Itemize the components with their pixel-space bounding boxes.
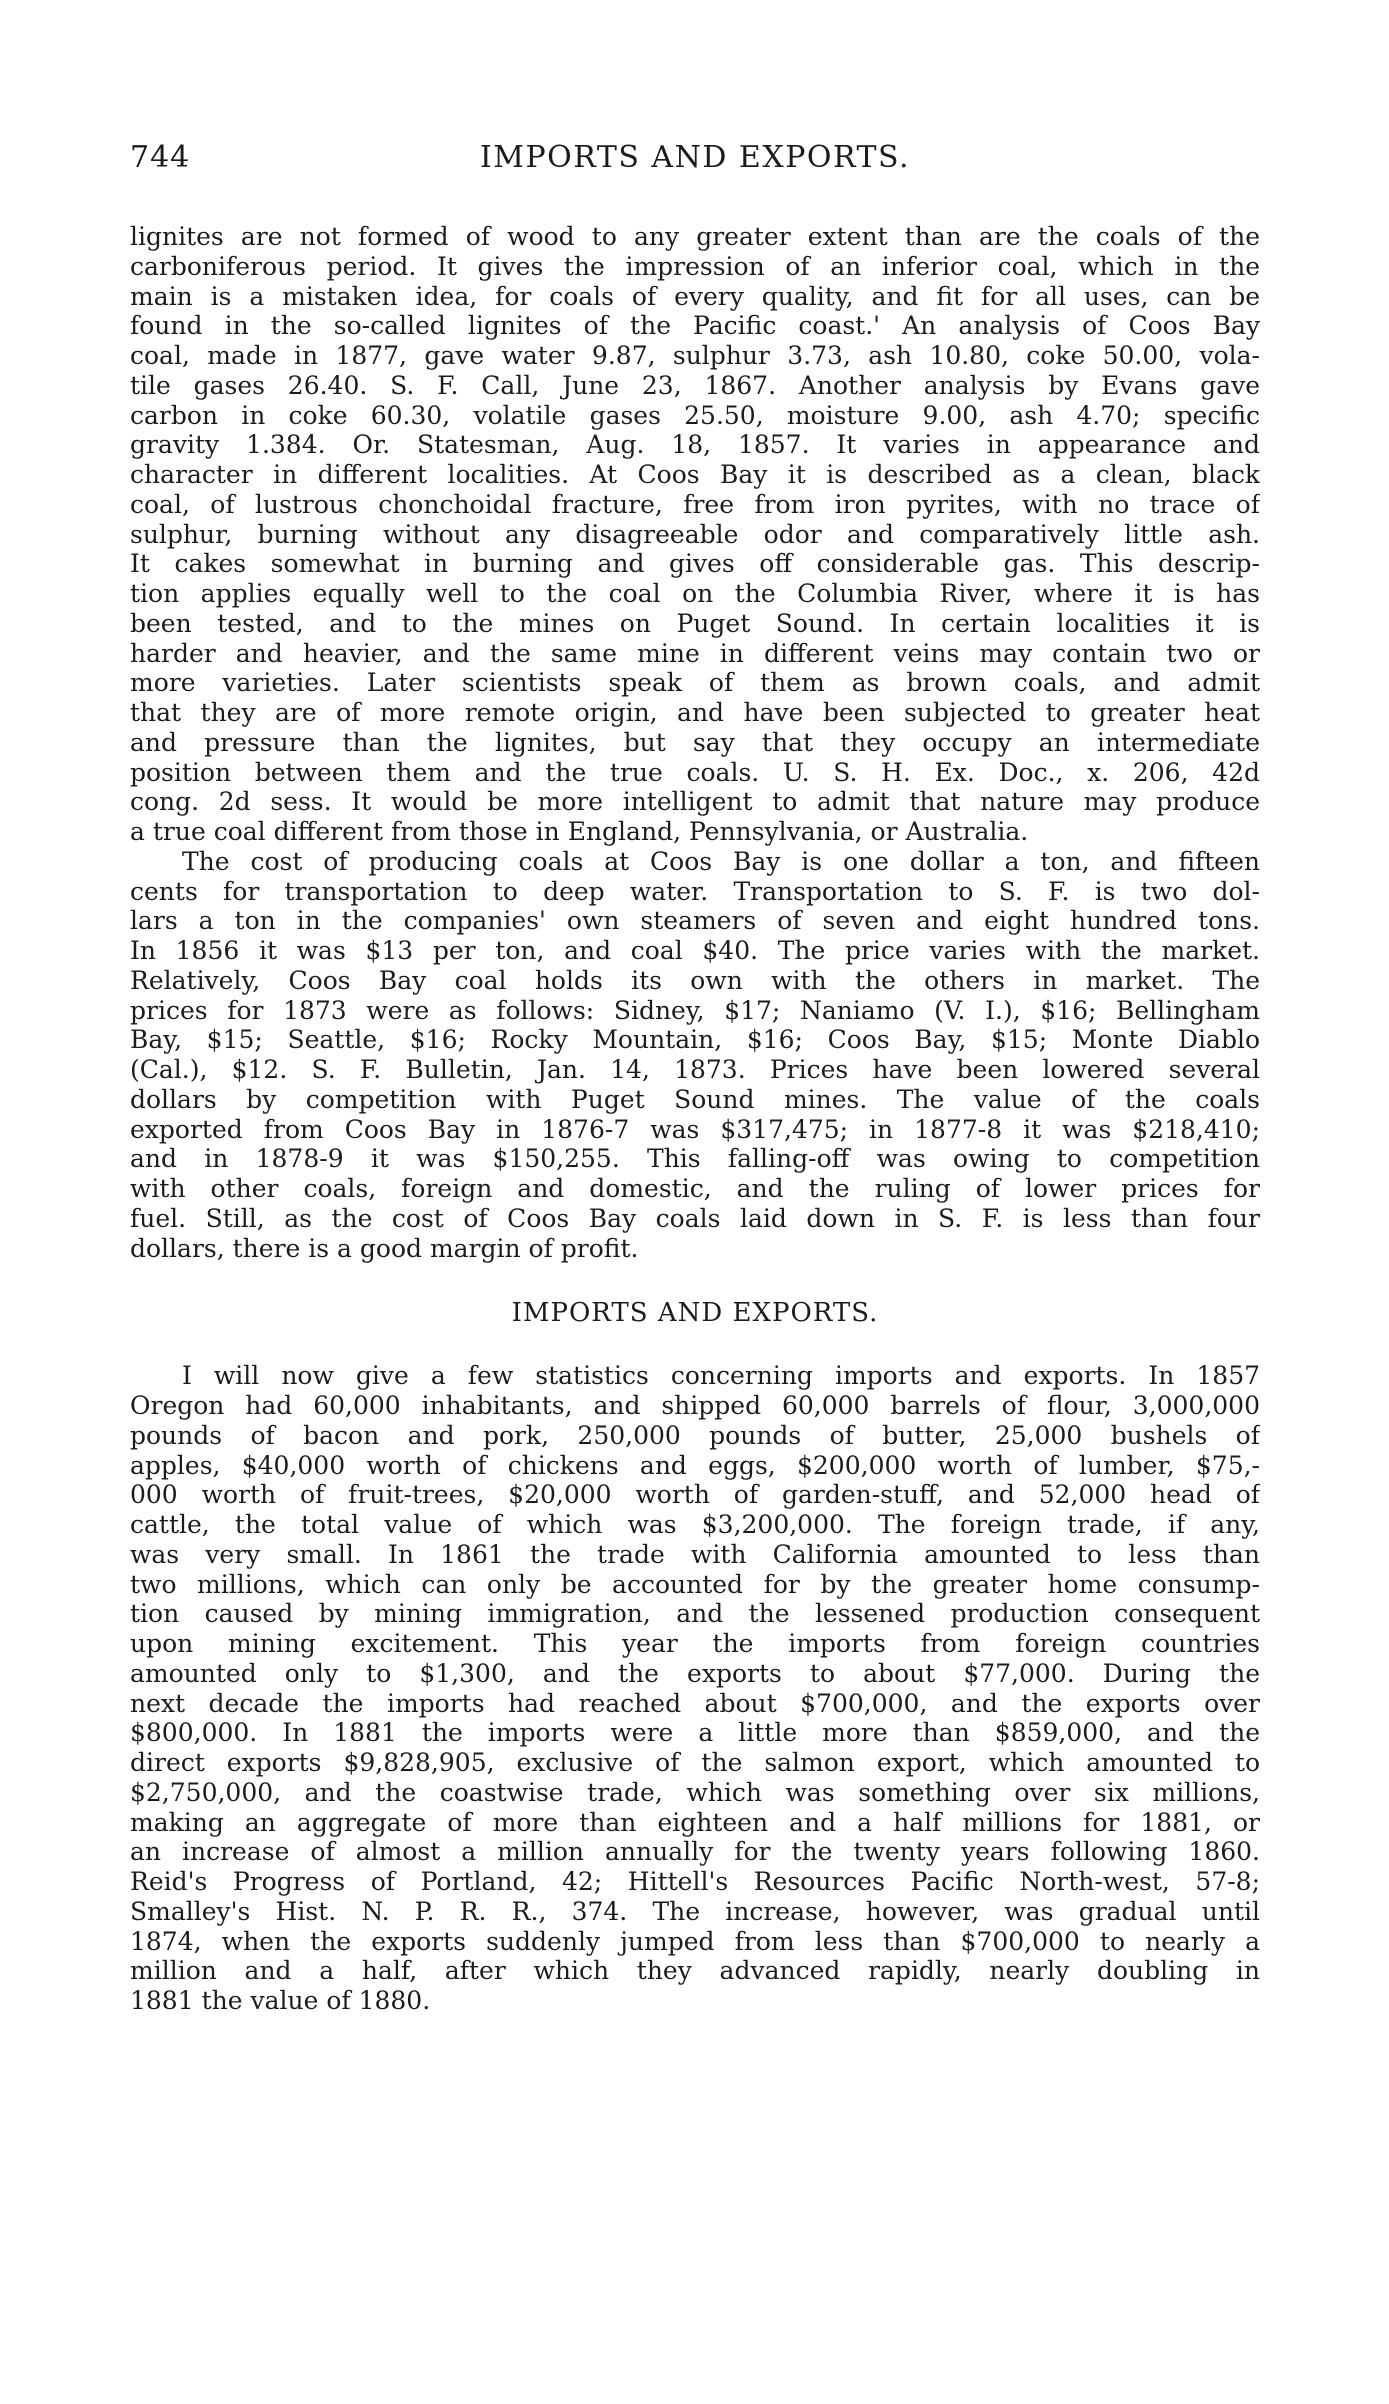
text-line: carboniferous period. It gives the impression of an inferior coal, which in the [130,251,1260,281]
text-line: and in 1878-9 it was $150,255. This falling-off was owing to competition [130,1144,1260,1174]
text-line: cents for transportation to deep water. Transportation to S. F. is two dol- [130,876,1260,906]
text-line: In 1856 it was $13 per ton, and coal $40. The price varies with the market. [130,936,1260,965]
text-line: Relatively, Coos Bay coal holds its own with the others in market. The [130,965,1260,995]
body-text [130,222,1260,2016]
text-line: coal, made in 1877, gave water 9.87, sulphur 3.73, ash 10.80, coke 50.00, vola- [130,341,1260,370]
text-line: lars a ton in the companies' own steamers of seven and eight hundred tons. [130,906,1260,936]
page-number: 744 [130,140,191,175]
text-line: a true coal different from those in England, Pennsylvania, or Australia. [130,817,1029,846]
text-line: main is a mistaken idea, for coals of every quality, and fit for all uses, can be [130,281,1260,311]
text-line: direct exports $9,828,905, exclusive of the salmon export, which amounted to [130,1748,1260,1777]
text-line: next decade the imports had reached about $700,000, and the exports over [130,1688,1260,1718]
text-line: The cost of producing coals at Coos Bay is one dollar a ton, and fifteen [182,846,1260,876]
text-line: cattle, the total value of which was $3,200,000. The foreign trade, if any, [130,1510,1260,1539]
book-page [130,140,1260,2016]
text-line: (Cal.), $12. S. F. Bulletin, Jan. 14, 1873. Prices have been lowered several [130,1055,1260,1084]
text-line: harder and heavier, and the same mine in different veins may contain two or [130,638,1260,668]
text-line: It cakes somewhat in burning and gives off considerable gas. This descrip- [130,549,1260,579]
running-head [130,140,1260,184]
text-line: I will now give a few statistics concerning imports and exports. In 1857 [182,1361,1260,1391]
text-line: gravity 1.384. Or. Statesman, Aug. 18, 1857. It varies in appearance and [130,430,1260,460]
text-line: more varieties. Later scientists speak of them as brown coals, and admit [130,668,1260,698]
text-line: upon mining excitement. This year the imports from foreign countries [130,1629,1260,1658]
section-heading: IMPORTS AND EXPORTS. [511,1298,879,1329]
text-line: amounted only to $1,300, and the exports to about $77,000. During the [130,1658,1260,1688]
text-line: fuel. Still, as the cost of Coos Bay coals laid down in S. F. is less than four [130,1203,1260,1233]
text-line: dollars, there is a good margin of profit. [130,1233,639,1263]
text-line: two millions, which can only be accounted for by the greater home consump- [130,1569,1260,1599]
text-line: pounds of bacon and pork, 250,000 pounds of butter, 25,000 bushels of [130,1420,1260,1450]
text-line: character in different localities. At Coos Bay it is described as a clean, black [130,460,1260,489]
text-line: $800,000. In 1881 the imports were a little more than $859,000, and the [130,1718,1260,1748]
text-line: exported from Coos Bay in 1876-7 was $317,475; in 1877-8 it was $218,410; [130,1114,1260,1144]
text-line: with other coals, foreign and domestic, and the ruling of lower prices for [130,1174,1260,1203]
running-title: IMPORTS AND EXPORTS. [479,140,911,175]
text-line: lignites are not formed of wood to any greater extent than are the coals of the [130,222,1260,251]
text-line: coal, of lustrous chonchoidal fracture, free from iron pyrites, with no trace of [130,489,1260,519]
text-line: found in the so-called lignites of the Pacific coast.' An analysis of Coos Bay [130,311,1260,341]
paragraph-lignites [130,222,1260,847]
text-line: was very small. In 1861 the trade with California amounted to less than [130,1539,1260,1569]
text-line: Oregon had 60,000 inhabitants, and shipped 60,000 barrels of flour, 3,000,000 [130,1391,1260,1420]
text-line: million and a half, after which they advanced rapidly, nearly doubling in [130,1956,1260,1986]
text-line: making an aggregate of more than eighteen and a half millions for 1881, or [130,1807,1260,1837]
text-line: dollars by competition with Puget Sound mines. The value of the coals [130,1084,1260,1114]
text-line: been tested, and to the mines on Puget Sound. In certain localities it is [130,608,1260,638]
text-line: position between them and the true coals. U. S. H. Ex. Doc., x. 206, 42d [130,757,1260,787]
text-line: carbon in coke 60.30, volatile gases 25.50, moisture 9.00, ash 4.70; specific [130,400,1260,430]
text-line: Reid's Progress of Portland, 42; Hittell's Resources Pacific North-west, 57-8; [130,1867,1260,1896]
text-line: and pressure than the lignites, but say that they occupy an intermediate [130,727,1260,757]
text-line: 000 worth of fruit-trees, $20,000 worth of garden-stuff, and 52,000 head of [130,1480,1260,1510]
text-line: apples, $40,000 worth of chickens and eggs, $200,000 worth of lumber, $75,- [130,1450,1260,1480]
text-line: tile gases 26.40. S. F. Call, June 23, 1867. Another analysis by Evans gave [130,370,1260,400]
text-line: $2,750,000, and the coastwise trade, which was something over six millions, [130,1777,1260,1807]
text-line: that they are of more remote origin, and have been subjected to greater heat [130,698,1260,727]
paragraph-imports-exports [130,1361,1260,2016]
text-line: tion caused by mining immigration, and the lessened production consequent [130,1599,1260,1629]
text-line: an increase of almost a million annually for the twenty years following 1860. [130,1837,1260,1867]
text-line: prices for 1873 were as follows: Sidney, $17; Naniamo (V. I.), $16; Bellingham [130,995,1260,1025]
text-line: tion applies equally well to the coal on the Columbia River, where it is has [130,579,1260,608]
text-line: Smalley's Hist. N. P. R. R., 374. The increase, however, was gradual until [130,1896,1260,1926]
text-line: 1874, when the exports suddenly jumped from less than $700,000 to nearly a [130,1926,1260,1956]
text-line: Bay, $15; Seattle, $16; Rocky Mountain, $16; Coos Bay, $15; Monte Diablo [130,1025,1260,1055]
text-line: 1881 the value of 1880. [130,1986,431,2015]
text-line: sulphur, burning without any disagreeable odor and comparatively little ash. [130,519,1260,549]
text-line: cong. 2d sess. It would be more intelligent to admit that nature may produce [130,787,1260,817]
paragraph-coal-cost [130,847,1260,1264]
